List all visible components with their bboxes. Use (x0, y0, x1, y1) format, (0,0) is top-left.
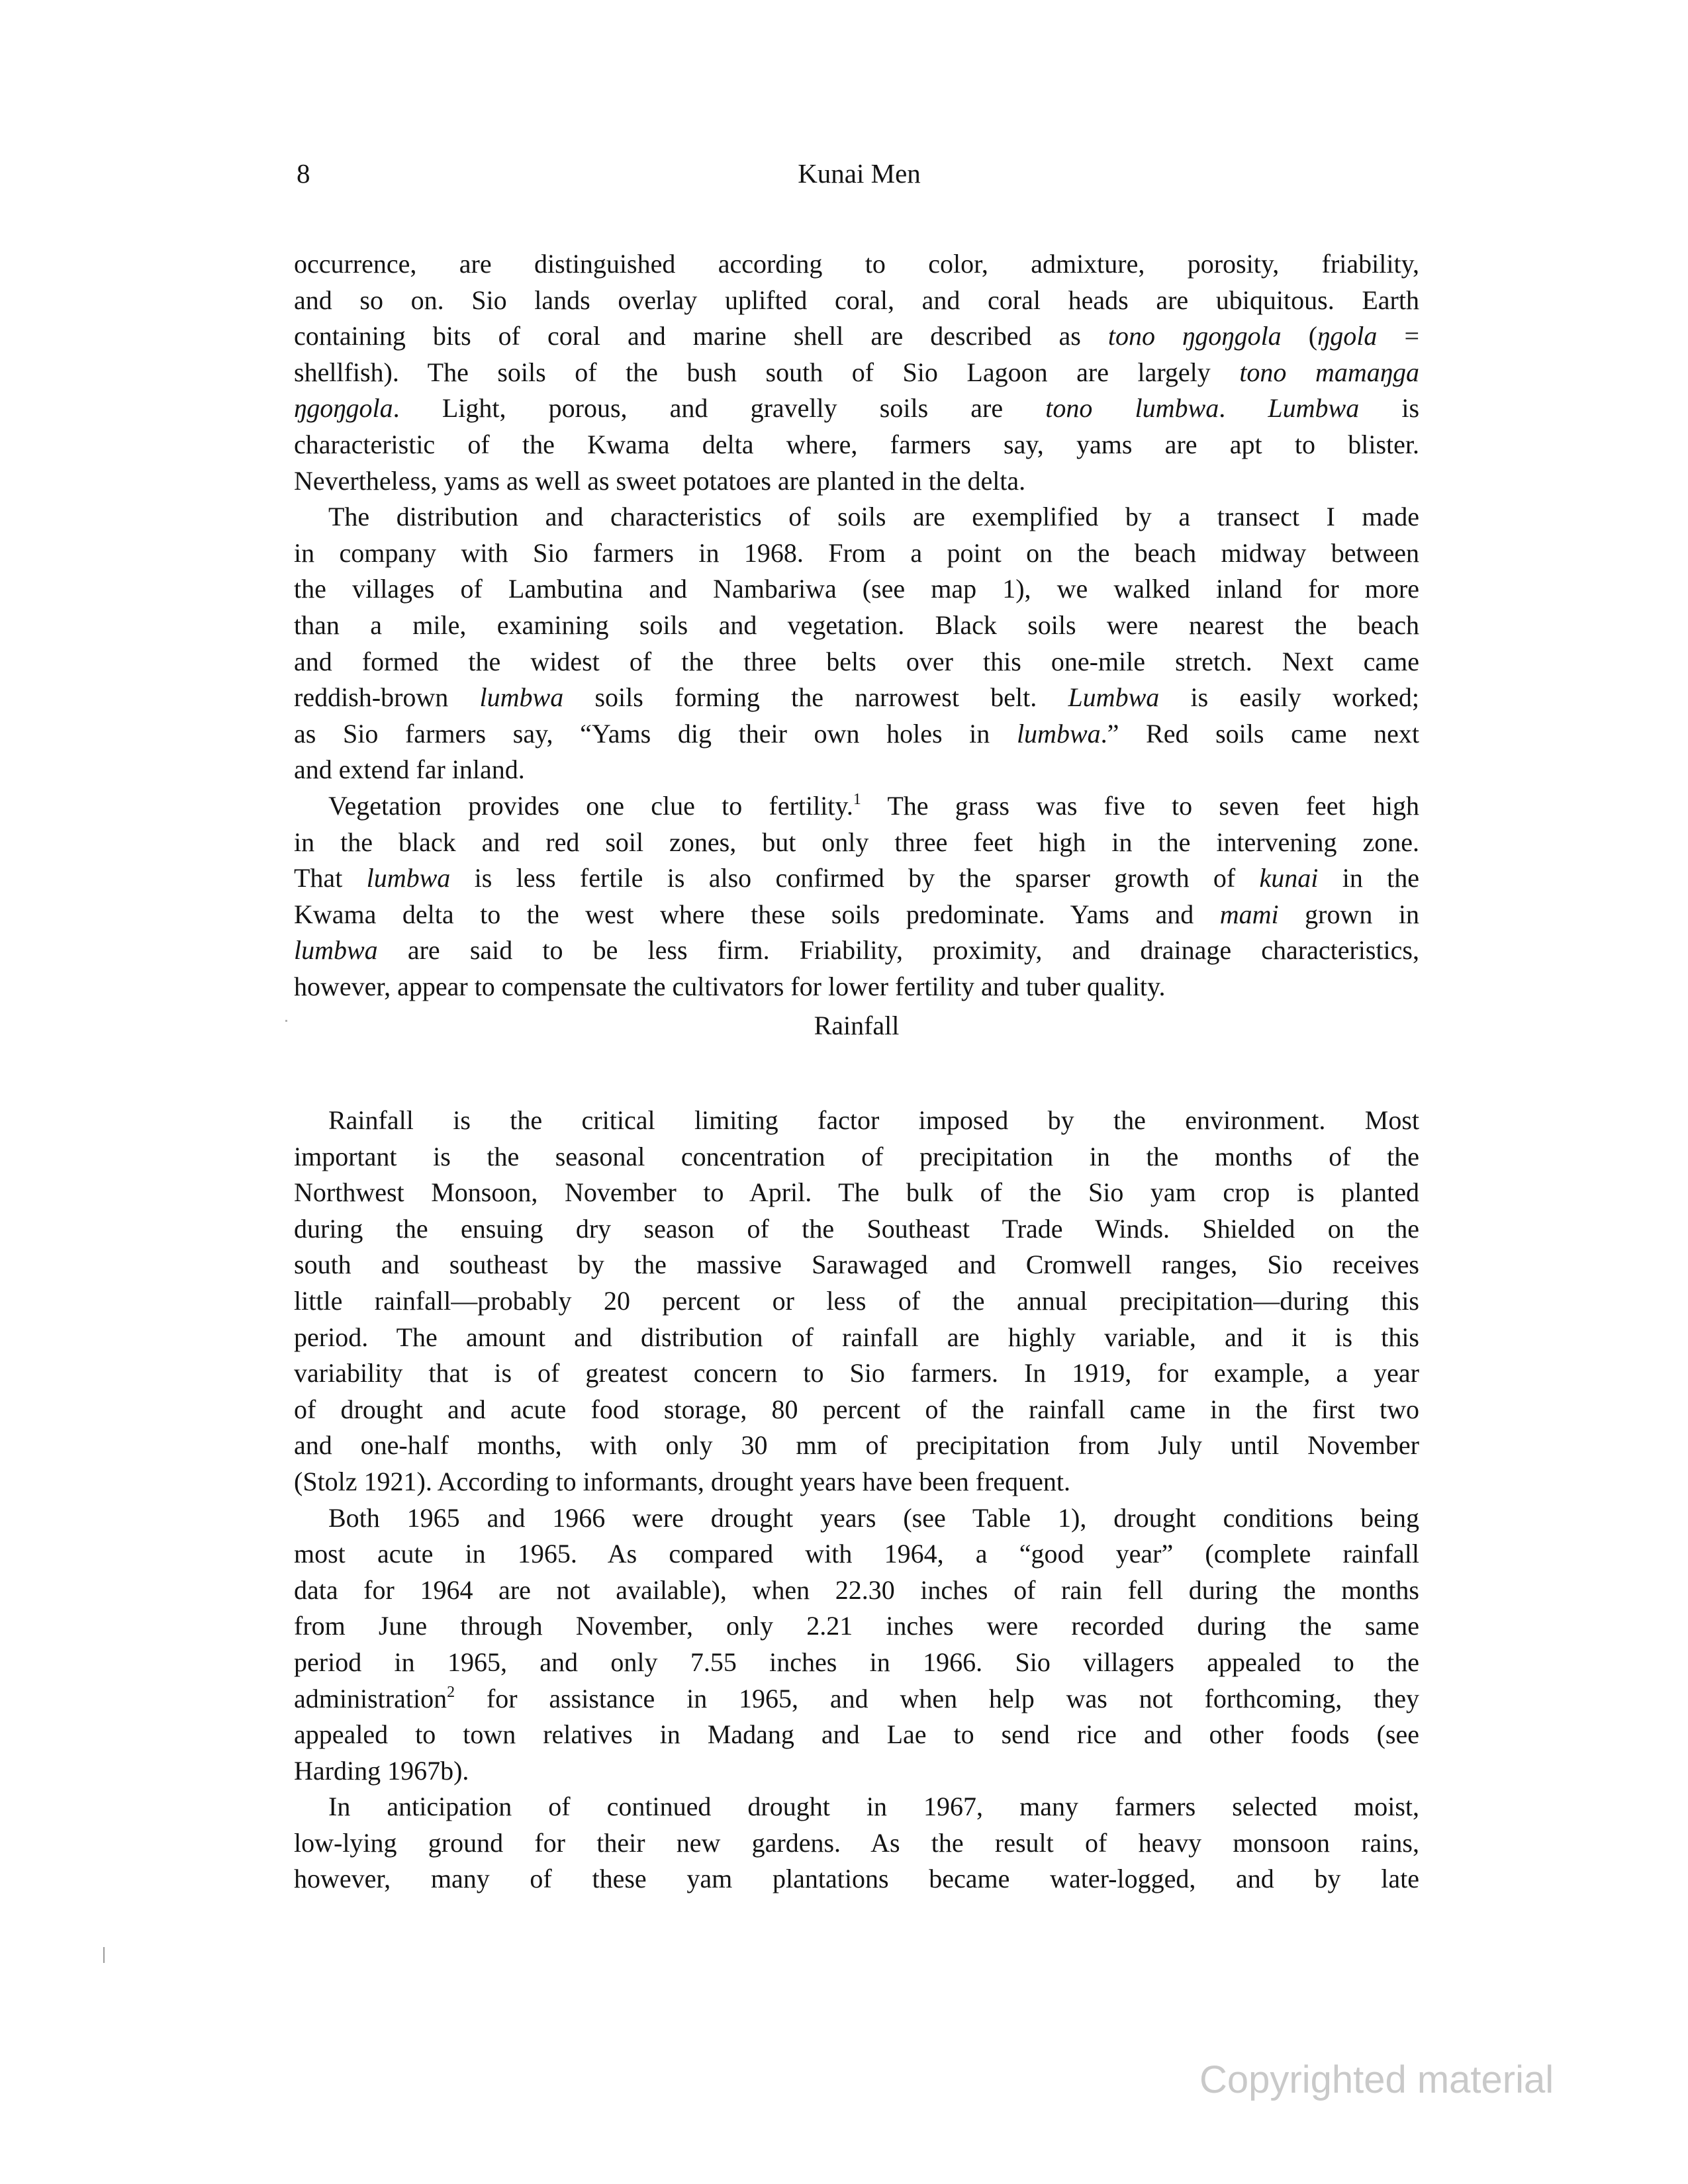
text-line (294, 897, 1419, 933)
text-line: than a mile, examining soils and vegetation. Black soils were nearest the beach (294, 610, 1419, 640)
text-run: are said to be less firm. Friability, proximity, and drainage characteristics, (377, 935, 1419, 966)
page-number: 8 (297, 158, 310, 189)
term: tono lumbwa (1045, 393, 1219, 424)
text-run: . Light, porous, and gravelly soils are (393, 393, 1046, 424)
term: lumbwa (1016, 718, 1101, 749)
scan-mark (103, 1947, 105, 1963)
term: ŋgola (1317, 321, 1378, 351)
text-line: and formed the widest of the three belts over this one-mile stretch. Next came (294, 646, 1419, 676)
term: lumbwa (366, 863, 451, 893)
copyright-watermark: Copyrighted material (1199, 2058, 1554, 2101)
section-heading: Rainfall (814, 1011, 900, 1040)
text-line: the villages of Lambutina and Nambariwa (see map 1), we walked inland for more (294, 574, 1419, 604)
text-line: and extend far inland. (294, 754, 525, 785)
section-rainfall (294, 1103, 1419, 1897)
footnote-marker: 1 (853, 790, 861, 808)
term: kunai (1259, 863, 1319, 893)
text-run: in the (1318, 863, 1419, 893)
text-run: ( (1281, 321, 1318, 351)
text-line: occurrence, are distinguished according to color, admixture, porosity, friability, (294, 249, 1419, 279)
text-line: during the ensuing dry season of the Southeast Trade Winds. Shielded on the (294, 1213, 1419, 1244)
text-run: containing bits of coral and marine shell are described as (294, 321, 1108, 351)
text-line: and one-half months, with only 30 mm of precipitation from July until November (294, 1430, 1419, 1461)
text-line: however, appear to compensate the cultivators for lower fertility and tuber quality. (294, 971, 1166, 1001)
term: tono ŋgoŋgola (1107, 321, 1282, 351)
text-run: . (1219, 393, 1268, 424)
text-line: of drought and acute food storage, 80 percent of the rainfall came in the first two (294, 1394, 1419, 1424)
text-run: administration (294, 1683, 447, 1713)
term: Lumbwa (1268, 393, 1360, 424)
text-line: data for 1964 are not available), when 22.30 inches of rain fell during the months (294, 1574, 1419, 1605)
text-line (294, 680, 1419, 716)
text-line: important is the seasonal concentration of precipitation in the months of the (294, 1141, 1419, 1171)
text-run: is easily worked; (1159, 682, 1420, 713)
text-line: most acute in 1965. As compared with 1964, a “good year” (complete rainfall (294, 1539, 1419, 1569)
term: lumbwa (479, 682, 564, 713)
text-run: soils forming the narrowest belt. (563, 682, 1068, 713)
text-run: Kwama delta to the west where these soils predominate. Yams and (294, 899, 1220, 929)
text-line: period in 1965, and only 7.55 inches in 1966. Sio villagers appealed to the (294, 1647, 1419, 1677)
text-run: for assistance in 1965, and when help was not forthcoming, they (455, 1683, 1419, 1713)
paragraph (294, 1789, 1419, 1897)
term: ŋgoŋgola (294, 393, 393, 424)
text-line: in the black and red soil zones, but only three feet high in the intervening zone. (294, 827, 1419, 857)
footnote-marker: 2 (447, 1683, 455, 1701)
text-line: Northwest Monsoon, November to April. The bulk of the Sio yam crop is planted (294, 1177, 1419, 1208)
text-run: The grass was five to seven feet high (861, 790, 1419, 821)
text-run: = (1377, 321, 1420, 351)
text-line: appealed to town relatives in Madang and Lae to send rice and other foods (see (294, 1719, 1419, 1750)
text-line: (Stolz 1921). According to informants, drought years have been frequent. (294, 1466, 1071, 1496)
text-run: Vegetation provides one clue to fertility. (328, 790, 853, 821)
scan-speck (285, 1020, 287, 1022)
text-run: is less fertile is also confirmed by the sparser growth of (450, 863, 1260, 893)
term: Lumbwa (1068, 682, 1160, 713)
text-line: Nevertheless, yams as well as sweet potatoes are planted in the delta. (294, 465, 1026, 496)
paragraph (294, 1500, 1419, 1790)
text-run: is (1359, 393, 1420, 424)
text-line: little rainfall—probably 20 percent or less of the annual precipitation—during this (294, 1285, 1419, 1316)
text-line (294, 860, 1419, 897)
text-line (294, 390, 1419, 427)
text-line: Rainfall is the critical limiting factor imposed by the environment. Most (328, 1105, 1419, 1135)
term: lumbwa (294, 935, 378, 966)
text-run: as Sio farmers say, “Yams dig their own holes in (294, 718, 1017, 749)
text-line: south and southeast by the massive Sarawaged and Cromwell ranges, Sio receives (294, 1250, 1419, 1280)
text-line (294, 318, 1419, 355)
text-run: reddish-brown (294, 682, 480, 713)
text-line: period. The amount and distribution of rainfall are highly variable, and it is this (294, 1322, 1419, 1352)
text-line: characteristic of the Kwama delta where, farmers say, yams are apt to blister. (294, 429, 1419, 459)
text-run: grown in (1278, 899, 1419, 929)
running-head: Kunai Men (798, 158, 921, 189)
paragraph (294, 499, 1419, 788)
text-line: low-lying ground for their new gardens. As the result of heavy monsoon rains, (294, 1827, 1419, 1858)
paragraph (294, 1103, 1419, 1500)
text-line (294, 788, 1419, 825)
text-run: That (294, 863, 367, 893)
paragraph (294, 788, 1419, 1005)
term: tono mamaŋga (1239, 357, 1419, 387)
text-line: in company with Sio farmers in 1968. From a point on the beach midway between (294, 537, 1419, 568)
text-line: Harding 1967b). (294, 1755, 469, 1786)
text-run: .” Red soils came next (1100, 718, 1419, 749)
text-line: In anticipation of continued drought in 1967, many farmers selected moist, (328, 1792, 1419, 1822)
text-line: from June through November, only 2.21 inches were recorded during the same (294, 1611, 1419, 1641)
term: mami (1219, 899, 1279, 929)
text-line: however, many of these yam plantations became water-logged, and by late (294, 1864, 1419, 1894)
section-soils (294, 246, 1419, 1005)
text-run: shellfish). The soils of the bush south of Sio Lagoon are largely (294, 357, 1240, 387)
text-line (294, 716, 1419, 752)
text-line (294, 355, 1419, 391)
text-line: variability that is of greatest concern to Sio farmers. In 1919, for example, a year (294, 1358, 1419, 1388)
paragraph (294, 246, 1419, 499)
text-line (294, 1681, 1419, 1717)
text-line (294, 933, 1419, 969)
text-line: Both 1965 and 1966 were drought years (see Table 1), drought conditions being (328, 1502, 1419, 1533)
text-line: and so on. Sio lands overlay uplifted coral, and coral heads are ubiquitous. Earth (294, 285, 1419, 315)
text-line: The distribution and characteristics of soils are exemplified by a transect I made (328, 502, 1419, 532)
